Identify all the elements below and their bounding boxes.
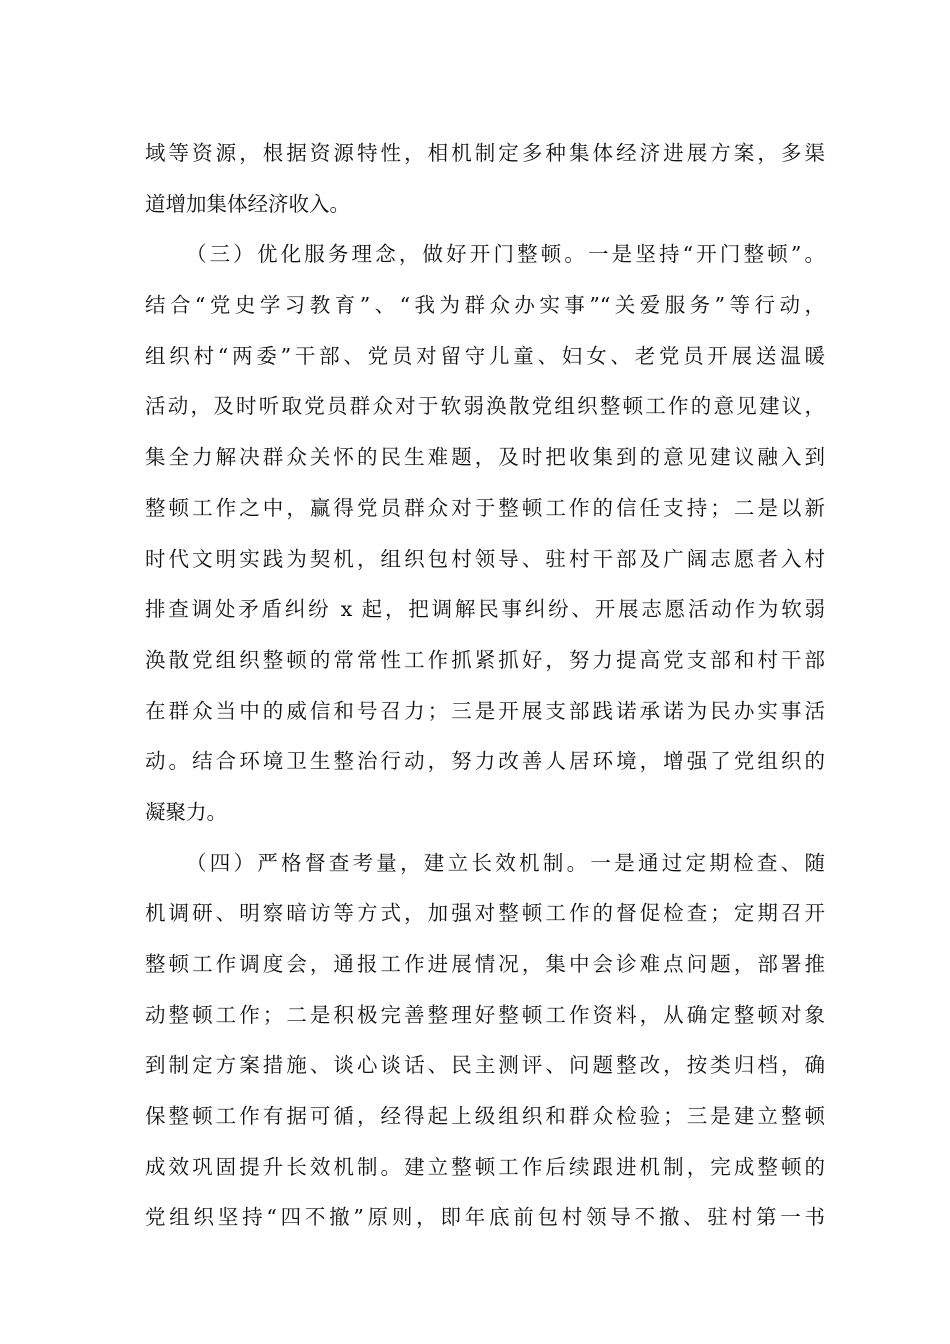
text-line: 组织村“两委”干部、党员对留守儿童、妇女、老党员开展送温暖 bbox=[145, 343, 825, 368]
text-line: 机调研、明察暗访等方式，加强对整顿工作的督促检查；定期召开 bbox=[145, 901, 825, 926]
text-line: 排查调处矛盾纠纷 x 起，把调解民事纠纷、开展志愿活动作为软弱 bbox=[145, 597, 825, 622]
text-line: 时代文明实践为契机，组织包村领导、驻村干部及广阔志愿者入村 bbox=[145, 546, 825, 571]
text-line: 保整顿工作有据可循，经得起上级组织和群众检验；三是建立整顿 bbox=[145, 1104, 825, 1129]
text-line: 成效巩固提升长效机制。建立整顿工作后续跟进机制，完成整顿的 bbox=[145, 1154, 825, 1179]
text-line: 整顿工作之中，赢得党员群众对于整顿工作的信任支持；二是以新 bbox=[145, 495, 825, 520]
text-line: 活动，及时听取党员群众对于软弱涣散党组织整顿工作的意见建议， bbox=[145, 394, 825, 419]
text-line: 结合“党史学习教育”、“我为群众办实事”“关爱服务”等行动， bbox=[145, 293, 825, 318]
text-line: 域等资源，根据资源特性，相机制定多种集体经济进展方案，多渠 bbox=[145, 141, 825, 165]
section-heading-line: （三）优化服务理念，做好开门整顿。一是坚持“开门整顿”。 bbox=[186, 242, 825, 267]
text-line: 集全力解决群众关怀的民生难题，及时把收集到的意见建议融入到 bbox=[145, 445, 825, 470]
text-line: 整顿工作调度会，通报工作进展情况，集中会诊难点问题，部署推 bbox=[145, 952, 825, 976]
section-heading-line: （四）严格督查考量，建立长效机制。一是通过定期检查、随 bbox=[186, 850, 825, 875]
text-line: 涣散党组织整顿的常常性工作抓紧抓好，努力提高党支部和村干部 bbox=[145, 647, 825, 672]
text-line: 动。结合环境卫生整治行动，努力改善人居环境，增强了党组织的 bbox=[145, 749, 825, 774]
text-line: 到制定方案措施、谈心谈话、民主测评、问题整改，按类归档，确 bbox=[145, 1053, 825, 1078]
text-line: 党组织坚持“四不撤”原则，即年底前包村领导不撤、驻村第一书 bbox=[145, 1205, 825, 1230]
text-line: 在群众当中的威信和号召力；三是开展支部践诺承诺为民办实事活 bbox=[145, 698, 825, 723]
document-page bbox=[145, 128, 825, 1243]
text-line: 凝聚力。 bbox=[145, 799, 227, 824]
text-line: 道增加集体经济收入。 bbox=[145, 191, 350, 216]
text-line: 动整顿工作；二是积极完善整理好整顿工作资料，从确定整顿对象 bbox=[145, 1002, 825, 1027]
